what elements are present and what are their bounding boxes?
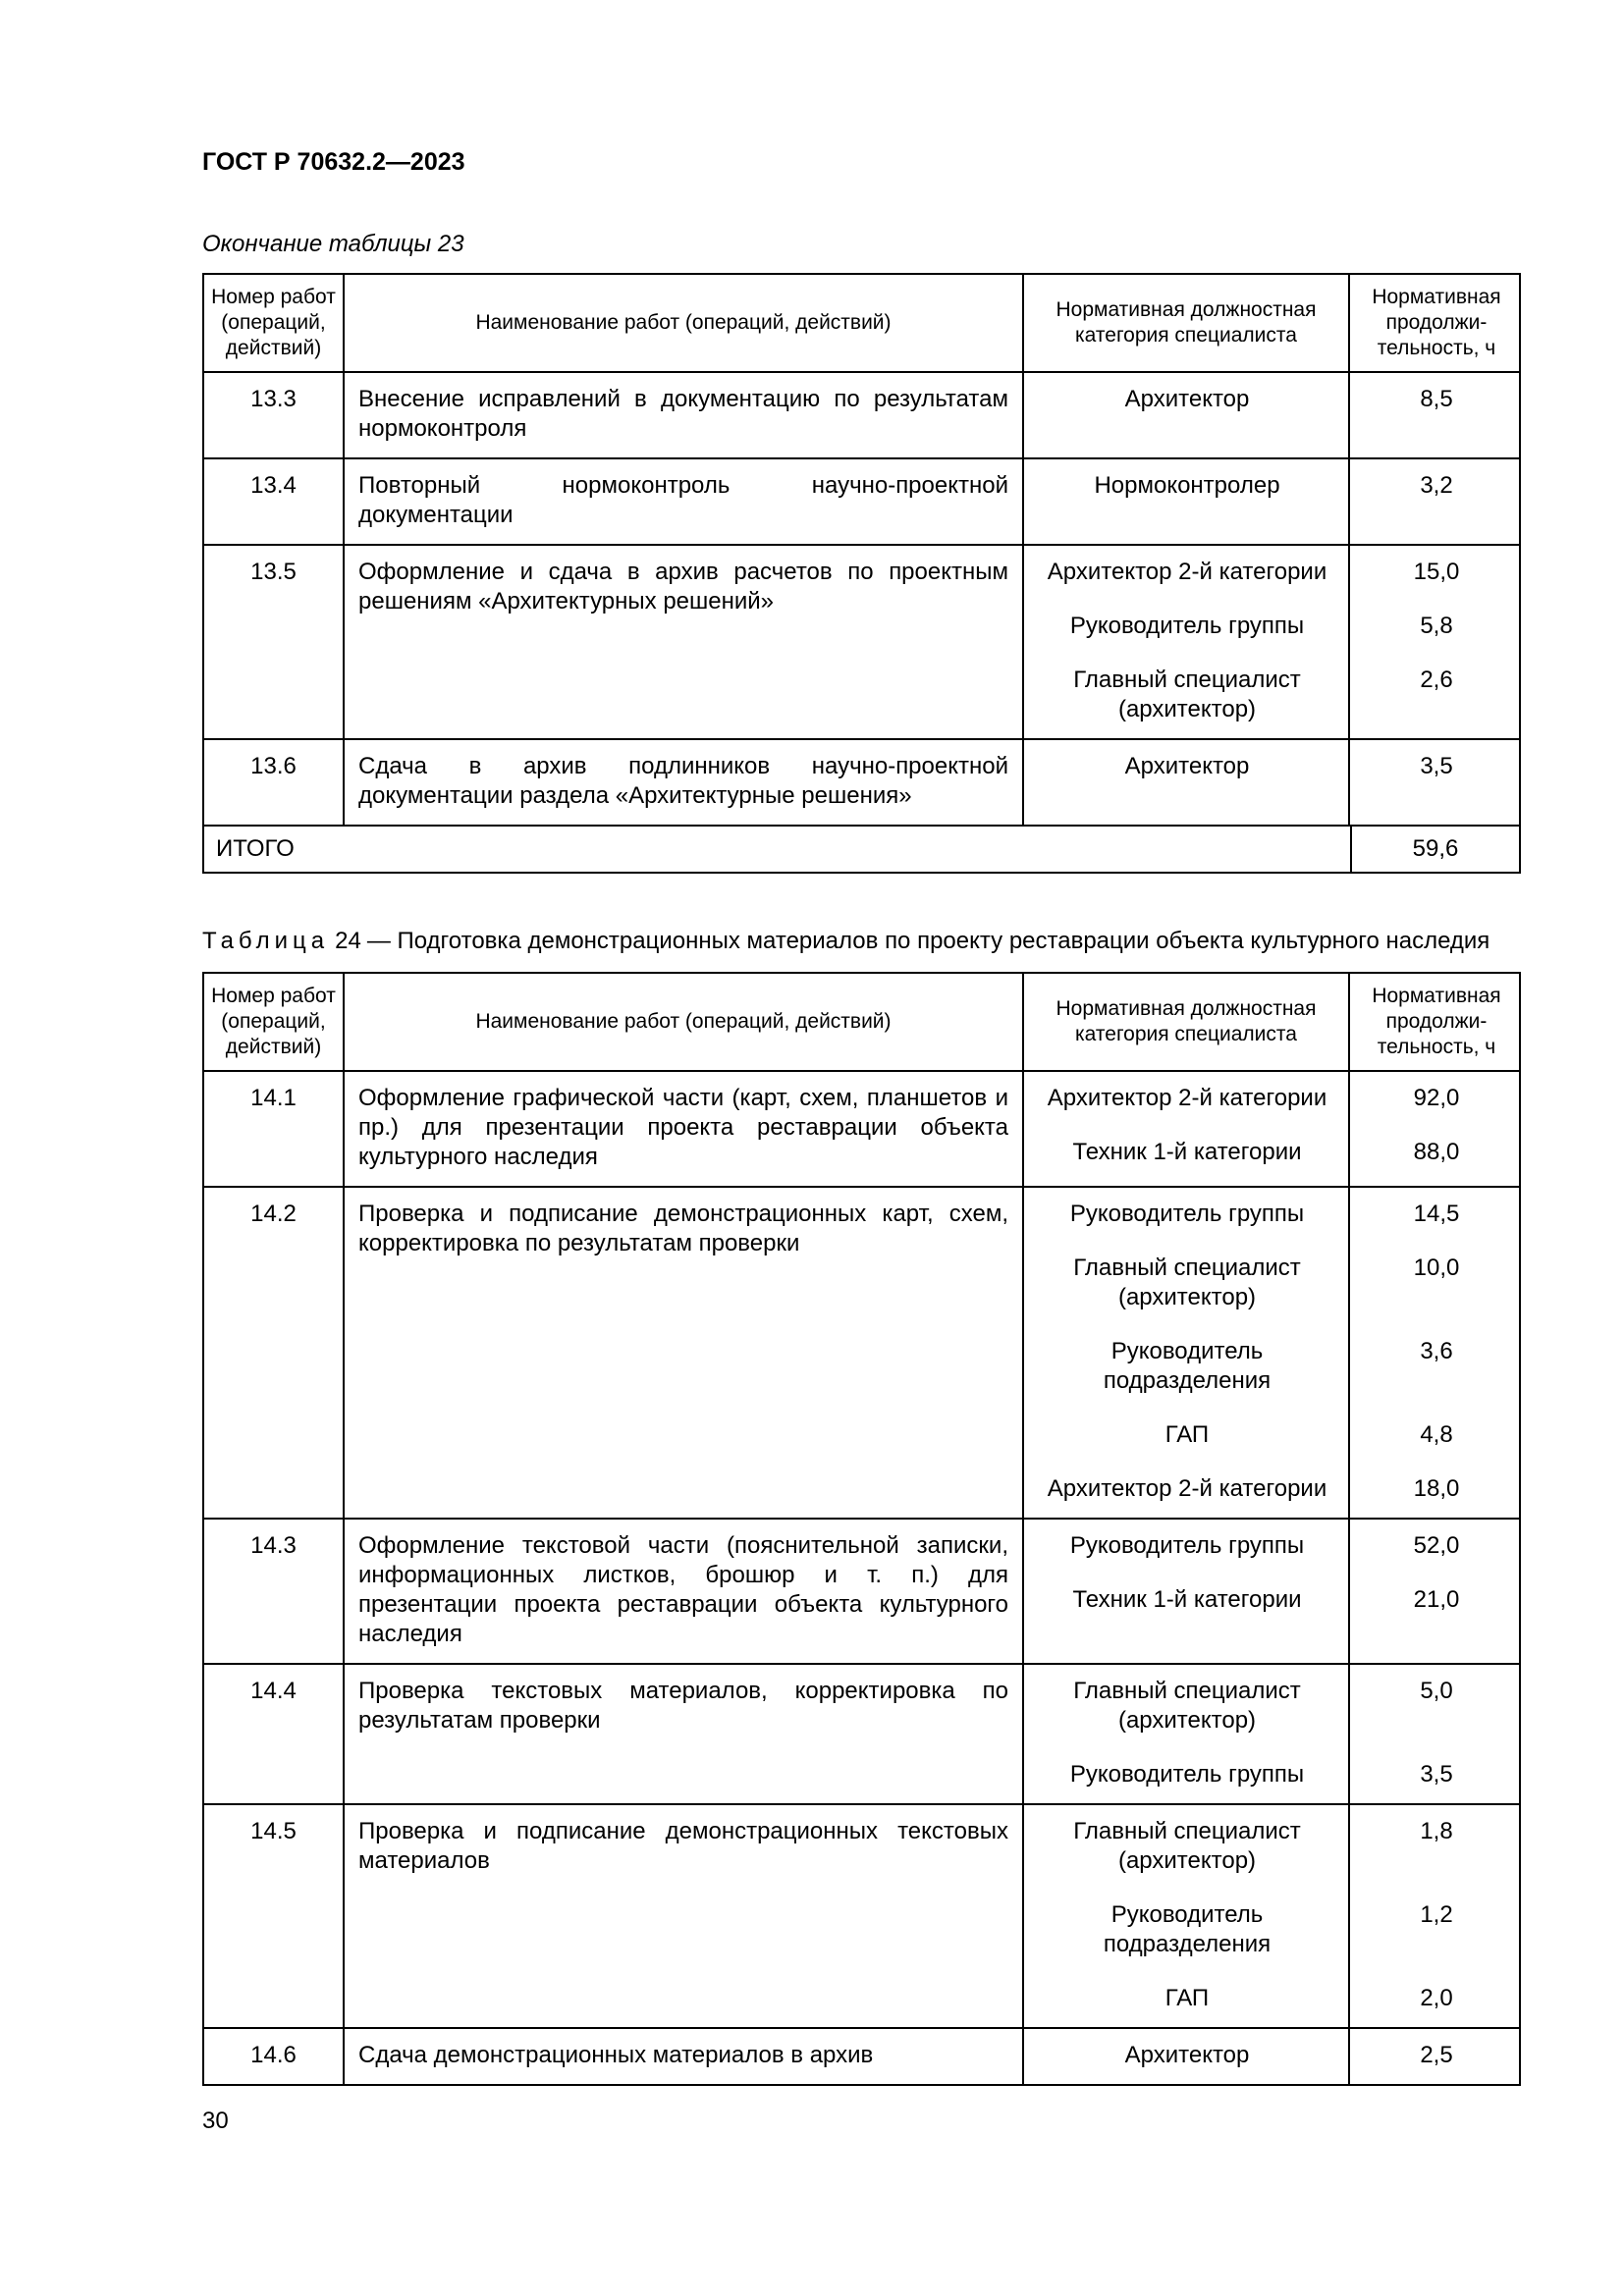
table-row bbox=[204, 1663, 1519, 1803]
row-number-cell: 14.6 bbox=[204, 2029, 345, 2084]
header-cell-work-name: Наименование работ (операций, действий) bbox=[345, 275, 1024, 371]
table-24-caption bbox=[202, 927, 1521, 956]
duration-cell: 92,0 bbox=[1413, 1085, 1460, 1111]
specialist-category-cell: Главный специалист (архитектор) bbox=[1073, 1678, 1301, 1734]
table-24 bbox=[202, 972, 1521, 2086]
table-row bbox=[204, 544, 1519, 738]
specialist-category-cell: Руководитель группы bbox=[1069, 613, 1305, 639]
duration-cell: 88,0 bbox=[1413, 1139, 1460, 1165]
duration-cell: 3,5 bbox=[1420, 1761, 1453, 1788]
specialist-duration-group bbox=[1024, 1665, 1523, 1803]
table-row bbox=[204, 2027, 1519, 2084]
specialist-category-cell: Архитектор 2-й категории bbox=[1047, 1475, 1327, 1502]
specialist-duration-group bbox=[1024, 546, 1523, 738]
duration-cell: 5,0 bbox=[1420, 1678, 1453, 1704]
table-caption-word: Таблица bbox=[202, 928, 330, 954]
work-name-cell: Оформление текстовой части (пояснительной записки, информационных листков, брошюр и т. п.) для презентации проекта реставрации объекта культурного наследия bbox=[345, 1520, 1024, 1663]
row-number-cell: 14.1 bbox=[204, 1072, 345, 1186]
table-23-header-row bbox=[204, 275, 1519, 373]
table-caption-number: 24 bbox=[335, 928, 361, 954]
specialist-category-cell: Архитектор 2-й категории bbox=[1047, 1085, 1327, 1111]
duration-cell: 1,8 bbox=[1420, 1818, 1453, 1844]
duration-cell: 52,0 bbox=[1413, 1532, 1460, 1559]
table-row bbox=[204, 1518, 1519, 1663]
duration-cell: 2,6 bbox=[1420, 667, 1453, 693]
header-cell-category: Нормативная должностная категория специалиста bbox=[1024, 275, 1350, 371]
table-caption-text: — Подготовка демонстрационных материалов по проекту реставрации объекта культурного наследия bbox=[366, 928, 1490, 954]
work-name-cell: Внесение исправлений в документацию по результатам нормоконтроля bbox=[345, 373, 1024, 457]
specialist-category-cell: Архитектор bbox=[1124, 386, 1250, 412]
work-name-cell: Оформление графической части (карт, схем, планшетов и пр.) для презентации проекта реставрации объекта культурного наследия bbox=[345, 1072, 1024, 1186]
duration-cell: 2,0 bbox=[1420, 1985, 1453, 2011]
specialist-category-cell: Архитектор bbox=[1124, 753, 1250, 779]
header-cell-duration: Нормативная продолжи-тельность, ч bbox=[1372, 985, 1501, 1058]
duration-cell: 21,0 bbox=[1413, 1586, 1460, 1613]
table-23-total-row bbox=[204, 825, 1519, 872]
row-number-cell: 14.3 bbox=[204, 1520, 345, 1663]
duration-cell: 3,2 bbox=[1420, 472, 1453, 499]
specialist-category-cell: Главный специалист (архитектор) bbox=[1073, 1818, 1301, 1874]
specialist-category-cell: ГАП bbox=[1164, 1985, 1210, 2011]
header-cell-category: Нормативная должностная категория специалиста bbox=[1024, 974, 1350, 1070]
header-cell-number: Номер работ (операций, действий) bbox=[204, 275, 345, 371]
specialist-category-cell: Главный специалист (архитектор) bbox=[1073, 667, 1301, 722]
table-24-body bbox=[204, 1072, 1519, 2084]
work-name-cell: Повторный нормоконтроль научно-проектной документации bbox=[345, 459, 1024, 544]
specialist-duration-group bbox=[1024, 1188, 1523, 1518]
specialist-category-cell: Техник 1-й категории bbox=[1072, 1139, 1302, 1165]
duration-cell: 10,0 bbox=[1413, 1255, 1460, 1281]
table-row bbox=[204, 457, 1519, 544]
duration-cell: 3,6 bbox=[1420, 1338, 1453, 1364]
work-name-cell: Проверка и подписание демонстрационных текстовых материалов bbox=[345, 1805, 1024, 2027]
header-cell-duration: Нормативная продолжи-тельность, ч bbox=[1372, 286, 1501, 359]
work-name-cell: Сдача в архив подлинников научно-проектной документации раздела «Архитектурные решения» bbox=[345, 740, 1024, 825]
table-row bbox=[204, 738, 1519, 825]
specialist-duration-group bbox=[1024, 459, 1523, 544]
table-row bbox=[204, 1803, 1519, 2027]
standard-code-header: ГОСТ Р 70632.2—2023 bbox=[202, 148, 465, 176]
specialist-duration-group bbox=[1024, 1805, 1523, 2027]
specialist-category-cell: Руководитель подразделения bbox=[1103, 1901, 1272, 1957]
row-number-cell: 14.2 bbox=[204, 1188, 345, 1518]
specialist-category-cell: ГАП bbox=[1164, 1421, 1210, 1448]
row-number-cell: 14.5 bbox=[204, 1805, 345, 2027]
page-content bbox=[202, 147, 1521, 2086]
duration-cell: 2,5 bbox=[1420, 2042, 1453, 2068]
duration-cell: 4,8 bbox=[1420, 1421, 1453, 1448]
row-number-cell: 13.5 bbox=[204, 546, 345, 738]
specialist-category-cell: Архитектор bbox=[1124, 2042, 1250, 2068]
duration-cell: 18,0 bbox=[1413, 1475, 1460, 1502]
page-number: 30 bbox=[202, 2108, 229, 2134]
specialist-duration-group bbox=[1024, 1072, 1523, 1186]
total-label: ИТОГО bbox=[204, 827, 1352, 872]
specialist-category-cell: Техник 1-й категории bbox=[1072, 1586, 1302, 1613]
row-number-cell: 13.3 bbox=[204, 373, 345, 457]
specialist-category-cell: Архитектор 2-й категории bbox=[1047, 559, 1327, 585]
duration-cell: 15,0 bbox=[1413, 559, 1460, 585]
work-name-cell: Проверка и подписание демонстрационных карт, схем, корректировка по результатам проверки bbox=[345, 1188, 1024, 1518]
table-23-body bbox=[204, 373, 1519, 825]
specialist-category-cell: Руководитель подразделения bbox=[1103, 1338, 1272, 1394]
duration-cell: 1,2 bbox=[1420, 1901, 1453, 1928]
duration-cell: 14,5 bbox=[1413, 1201, 1460, 1227]
specialist-category-cell: Руководитель группы bbox=[1069, 1761, 1305, 1788]
specialist-duration-group bbox=[1024, 740, 1523, 825]
specialist-category-cell: Нормоконтролер bbox=[1094, 472, 1280, 499]
specialist-category-cell: Руководитель группы bbox=[1069, 1201, 1305, 1227]
row-number-cell: 13.6 bbox=[204, 740, 345, 825]
row-number-cell: 14.4 bbox=[204, 1665, 345, 1803]
table-24-header-row bbox=[204, 974, 1519, 1072]
table-23-continuation-caption: Окончание таблицы 23 bbox=[202, 231, 464, 257]
work-name-cell: Оформление и сдача в архив расчетов по проектным решениям «Архитектурных решений» bbox=[345, 546, 1024, 738]
header-cell-work-name: Наименование работ (операций, действий) bbox=[345, 974, 1024, 1070]
specialist-duration-group bbox=[1024, 2029, 1523, 2084]
total-value: 59,6 bbox=[1412, 835, 1459, 862]
table-23 bbox=[202, 273, 1521, 874]
duration-cell: 8,5 bbox=[1420, 386, 1453, 412]
work-name-cell: Сдача демонстрационных материалов в архив bbox=[345, 2029, 1024, 2084]
table-row bbox=[204, 1186, 1519, 1518]
header-cell-number: Номер работ (операций, действий) bbox=[204, 974, 345, 1070]
table-row bbox=[204, 373, 1519, 457]
table-row bbox=[204, 1072, 1519, 1186]
row-number-cell: 13.4 bbox=[204, 459, 345, 544]
duration-cell: 5,8 bbox=[1420, 613, 1453, 639]
specialist-duration-group bbox=[1024, 1520, 1523, 1663]
duration-cell: 3,5 bbox=[1420, 753, 1453, 779]
work-name-cell: Проверка текстовых материалов, корректировка по результатам проверки bbox=[345, 1665, 1024, 1803]
specialist-duration-group bbox=[1024, 373, 1523, 457]
specialist-category-cell: Главный специалист (архитектор) bbox=[1073, 1255, 1301, 1310]
specialist-category-cell: Руководитель группы bbox=[1069, 1532, 1305, 1559]
